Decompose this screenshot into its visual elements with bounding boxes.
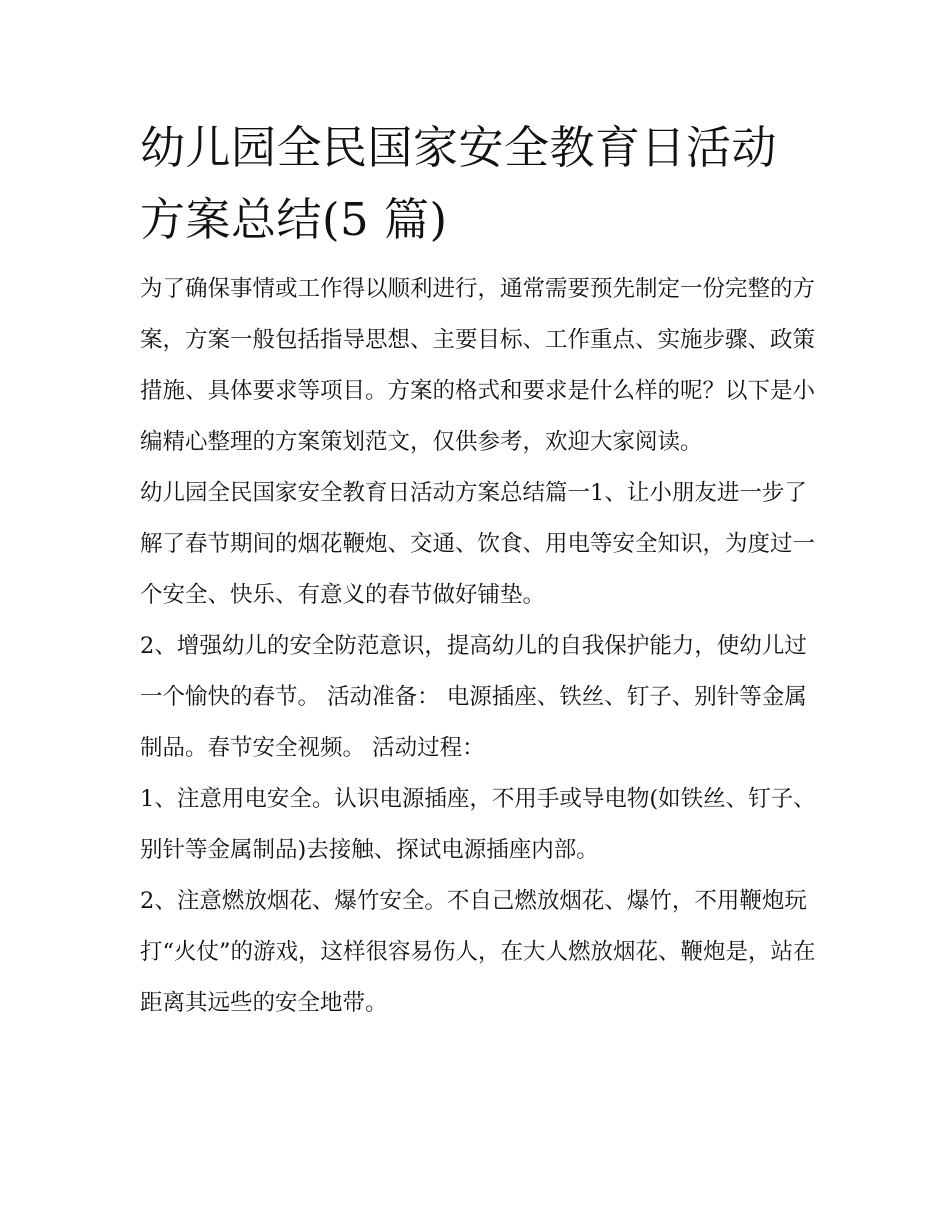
document-body — [140, 112, 820, 1029]
paragraph-chapter-one: 幼儿园全民国家安全教育日活动方案总结篇一1、让小朋友进一步了解了春节期间的烟花鞭炮、交通、饮食、用电等安全知识，为度过一个安全、快乐、有意义的春节做好铺垫。 — [140, 480, 816, 608]
document-title: 幼儿园全民国家安全教育日活动方案总结(5 篇) — [140, 121, 778, 246]
paragraph-step-electricity: 1、注意用电安全。认识电源插座，不用手或导电物(如铁丝、钉子、别针等金属制品)去接触、探试电源插座内部。 — [140, 786, 816, 863]
paragraph-goal-two: 2、增强幼儿的安全防范意识，提高幼儿的自我保护能力，使幼儿过一个愉快的春节。 活动准备： 电源插座、铁丝、钉子、别针等金属制品。春节安全视频。 活动过程： — [140, 633, 807, 761]
paragraph-intro: 为了确保事情或工作得以顺利进行，通常需要预先制定一份完整的方案，方案一般包括指导思想、主要目标、工作重点、实施步骤、政策措施、具体要求等项目。方案的格式和要求是什么样的呢？以下是小编精心整理的方案策划范文，仅供参考，欢迎大家阅读。 — [140, 276, 816, 455]
paragraph-step-fireworks: 2、注意燃放烟花、爆竹安全。不自己燃放烟花、爆竹，不用鞭炮玩打“火仗”的游戏，这样很容易伤人，在大人燃放烟花、鞭炮是，站在距离其远些的安全地带。 — [140, 888, 816, 1016]
